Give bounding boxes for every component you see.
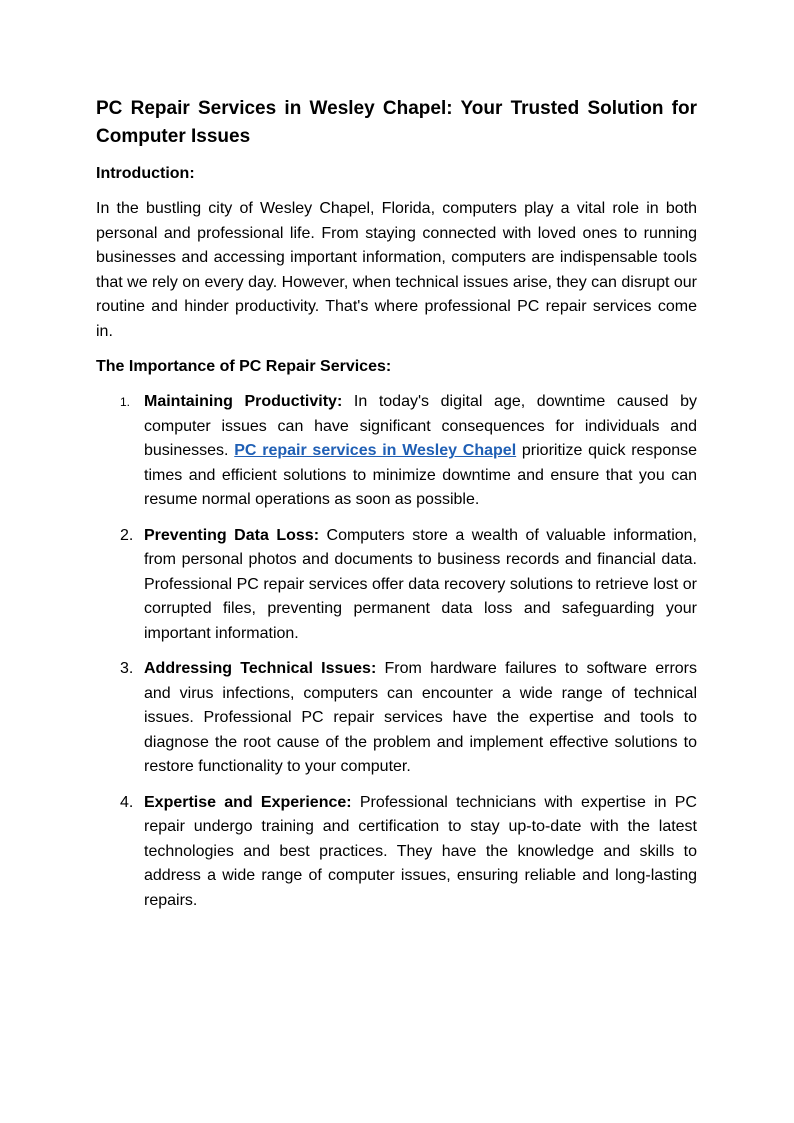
list-item-number: 1. — [120, 395, 131, 409]
list-item-lead: Addressing Technical Issues: — [144, 660, 377, 677]
list-item-lead: Expertise and Experience: — [144, 793, 352, 811]
intro-heading: Introduction: — [96, 165, 195, 182]
list-item — [96, 524, 697, 647]
page-title: PC Repair Services in Wesley Chapel: Your Trusted Solution for Computer Issues — [96, 98, 697, 147]
list-item-lead: Preventing Data Loss: — [144, 526, 320, 544]
list-item-text: Professional technicians with expertise in PC repair undergo training and certification to stay up-to-date with the latest technologies and best practices. They have the knowledge and skills to address a wide range of computer issues, ensuring reliable and long-lasting repairs. — [144, 793, 697, 909]
list-item-text: From hardware failures to software errors and virus infections, computers can encounter a wide range of technical issues. Professional PC repair services have the expertise and tools to diagnose the root cause of the problem and implement effective solutions to restore functionality to your computer. — [144, 660, 697, 775]
list-item — [96, 791, 697, 914]
intro-paragraph: In the bustling city of Wesley Chapel, Florida, computers play a vital role in both personal and professional life. From staying connected with loved ones to running businesses and accessing important information, computers are indispensable tools that we rely on every day. However, when technical issues arise, they can disrupt our routine and hinder productivity. That's where professional PC repair services come in. — [96, 200, 697, 340]
list-item-number: 4. — [120, 793, 134, 811]
list-item-lead: Maintaining Productivity: — [144, 393, 343, 410]
list-item-text: Computers store a wealth of valuable information, from personal photos and documents to business records and financial data. Professional PC repair services offer data recovery solutions to retrieve lost or corrupted files, preventing permanent data loss and safeguarding your important information. — [144, 526, 697, 642]
list-item — [96, 657, 697, 780]
list-item-text: In today's digital age, downtime caused by computer issues can have significant consequences for individuals and businesses. — [144, 393, 697, 459]
list-item-number: 3. — [120, 660, 134, 677]
importance-list — [96, 390, 697, 913]
list-item-number: 2. — [120, 526, 134, 544]
list-item-text: prioritize quick response times and efficient solutions to minimize downtime and ensure that you can resume normal operations as soon as possible. — [144, 442, 698, 508]
importance-heading: The Importance of PC Repair Services: — [96, 358, 392, 375]
pc-repair-services-link[interactable]: PC repair services in Wesley Chapel — [234, 442, 517, 459]
list-item — [96, 390, 697, 513]
